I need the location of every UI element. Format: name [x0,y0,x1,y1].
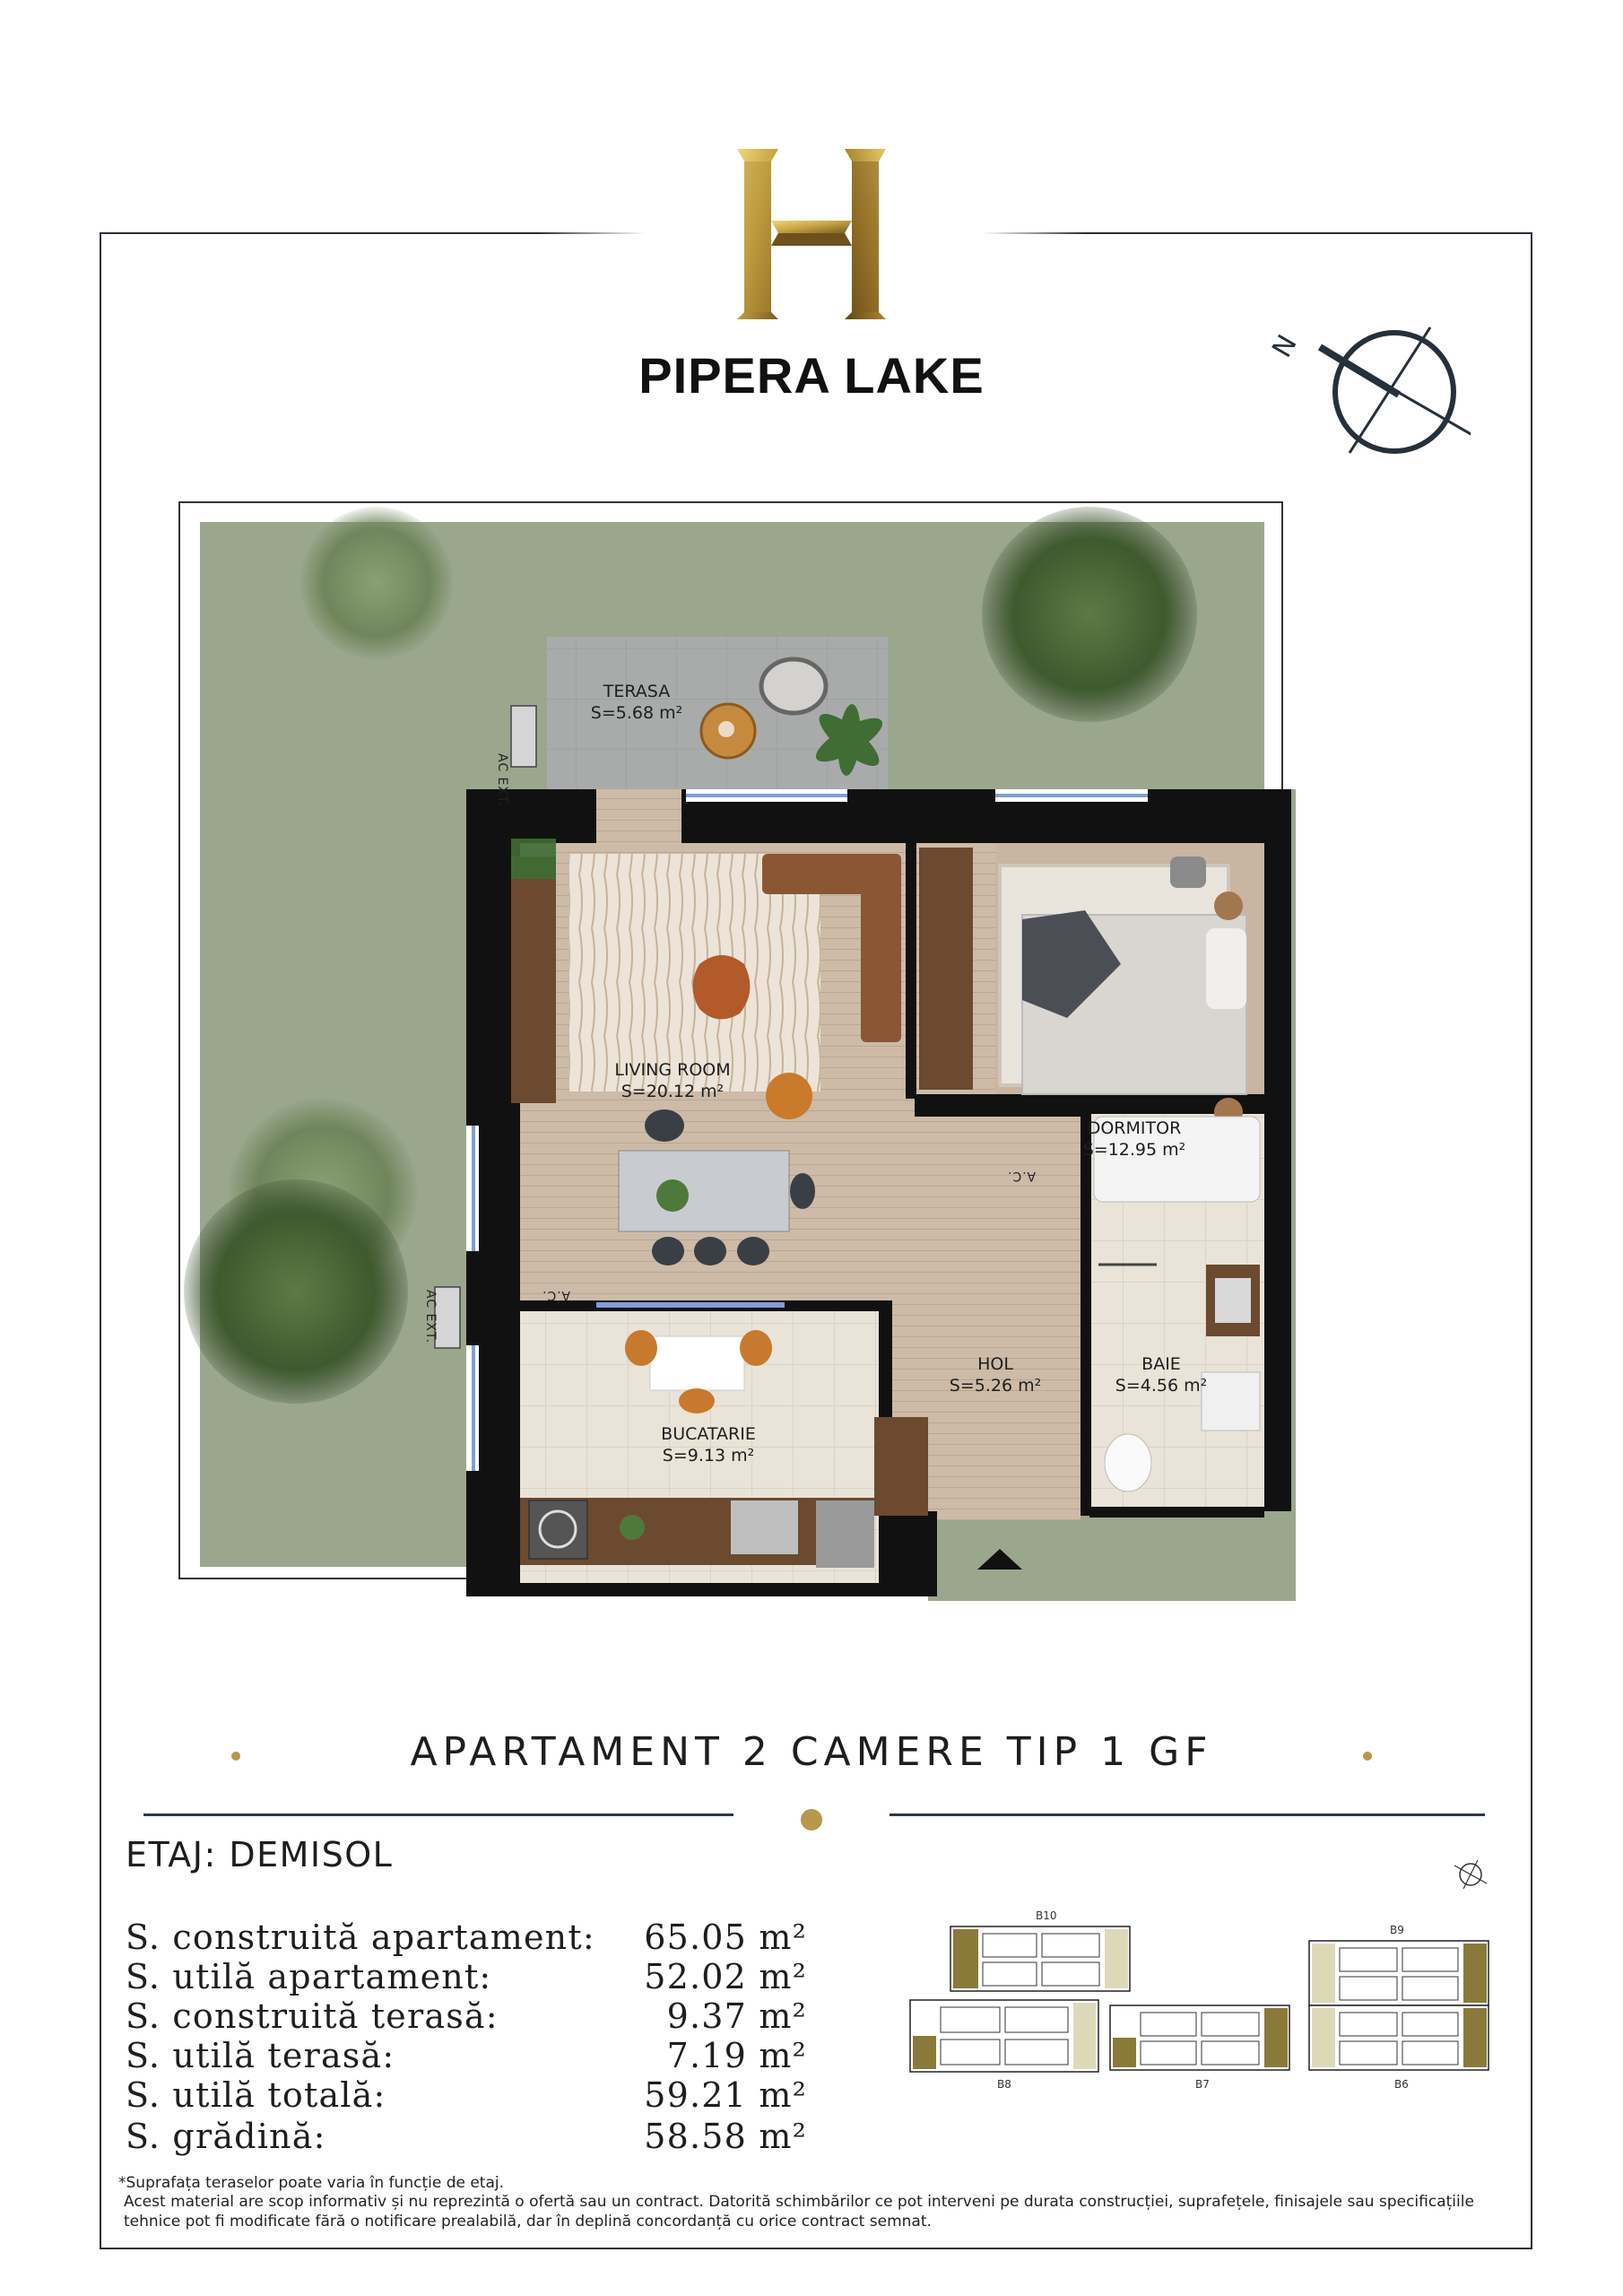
room-living [592,1060,753,1103]
mini-compass-icon [1454,1860,1487,1889]
building-b8-label: B8 [997,2078,1011,2091]
toilet [1105,1434,1151,1492]
north-compass-icon [1264,318,1471,471]
building-b9-label: B9 [1390,1924,1404,1936]
spec-label: S. construită terasă: [126,1996,499,2036]
tree-4 [184,1179,408,1404]
building-b6 [1309,2005,1488,2070]
ac-ext-label-top: AC EXT. [495,753,509,808]
ac-dorm-label: A.C. [1007,1169,1037,1183]
ac-living-label: A.C. [542,1288,571,1302]
cooktop [529,1500,587,1559]
room-baie-name: BAIE [1141,1354,1181,1374]
room-hol [924,1354,1067,1397]
spec-value: 58.58 m² [644,2117,807,2156]
tree-2 [982,507,1197,722]
building-b10 [950,1926,1130,1991]
room-baie-area: S=4.56 m² [1115,1375,1208,1396]
spec-row [126,1996,807,2036]
tree-1 [300,507,453,659]
terrace-chair [761,659,826,713]
room-terasa [556,682,717,725]
floor-label: ETAJ: DEMISOL [126,1835,394,1874]
wardrobe [919,848,973,1090]
room-bucatarie-name: BUCATARIE [661,1424,756,1444]
living-hide-rug [693,955,751,1019]
frame-fade-right [915,224,1085,242]
room-terasa-name: TERASA [603,682,671,701]
divider-left [143,1813,733,1816]
spec-row [126,2117,807,2156]
spec-label: S. utilă totală: [126,2075,386,2115]
spec-value: 65.05 m² [644,1918,807,1957]
apartment-title: APARTAMENT 2 CAMERE TIP 1 GF [410,1729,1213,1775]
building-b9 [1309,1941,1488,2005]
dining-table [619,1151,789,1231]
room-bucatarie [628,1424,789,1467]
ac-ext-label-left: AC EXT. [423,1290,438,1344]
spec-label: S. grădină: [126,2117,326,2156]
spec-value: 9.37 m² [666,1996,807,2036]
spec-label: S. construită apartament: [126,1918,595,1957]
building-b7-label: B7 [1195,2078,1210,2091]
pipera-lake-logo [735,144,888,323]
building-b8 [910,2000,1098,2072]
spec-row [126,2036,807,2075]
site-key-plan [897,1848,1524,2144]
room-bucatarie-area: S=9.13 m² [662,1445,755,1465]
room-dormitor-area: S=12.95 m² [1082,1139,1186,1160]
spec-value: 7.19 m² [666,2036,807,2075]
note-disclaimer-1: Acest material are scop informativ și nu reprezintă o ofertă sau un contract. Datorită schimbărilor ce pot interveni pe durata construcției, suprafețele, finisajele sau specificațiile [124,2193,1474,2212]
building-b6-label: B6 [1394,2078,1409,2091]
building-b10-label: B10 [1036,1909,1057,1922]
armchair [766,1073,812,1119]
brand-name: PIPERA LAKE [638,347,985,404]
room-dormitor-name: DORMITOR [1087,1118,1182,1138]
gold-dot-left [231,1752,240,1761]
disclaimer-notes [118,2174,1535,2231]
compass-north-letter: N [1266,329,1304,363]
spec-label: S. utilă terasă: [126,2036,395,2075]
room-baie [1094,1354,1228,1397]
spec-value: 52.02 m² [644,1957,807,1996]
living-wall-unit [511,857,556,1103]
room-terasa-area: S=5.68 m² [590,702,683,723]
room-dormitor [1054,1118,1215,1161]
divider-right [890,1813,1485,1816]
room-hol-name: HOL [977,1354,1013,1374]
spec-row [126,2075,807,2115]
gold-dot-right [1363,1752,1372,1761]
note-disclaimer-2: tehnice pot fi modificate fără o notificare prealabilă, dar în deplină concordanță cu orice contract semnat. [124,2212,932,2231]
sink [731,1500,798,1554]
spec-value: 59.21 m² [644,2075,807,2115]
kitchen-table [650,1336,744,1390]
spec-row [126,1918,807,1957]
frame-fade-left [538,224,717,242]
spec-row [126,1957,807,1996]
spec-label: S. utilă apartament: [126,1957,492,1996]
room-living-name: LIVING ROOM [614,1060,731,1080]
room-living-area: S=20.12 m² [621,1081,725,1101]
room-hol-area: S=5.26 m² [949,1375,1042,1396]
gold-dot-center [801,1809,822,1831]
building-b7 [1110,2005,1289,2070]
note-terrace: *Suprafața teraselor poate varia în funcție de etaj. [118,2174,505,2192]
